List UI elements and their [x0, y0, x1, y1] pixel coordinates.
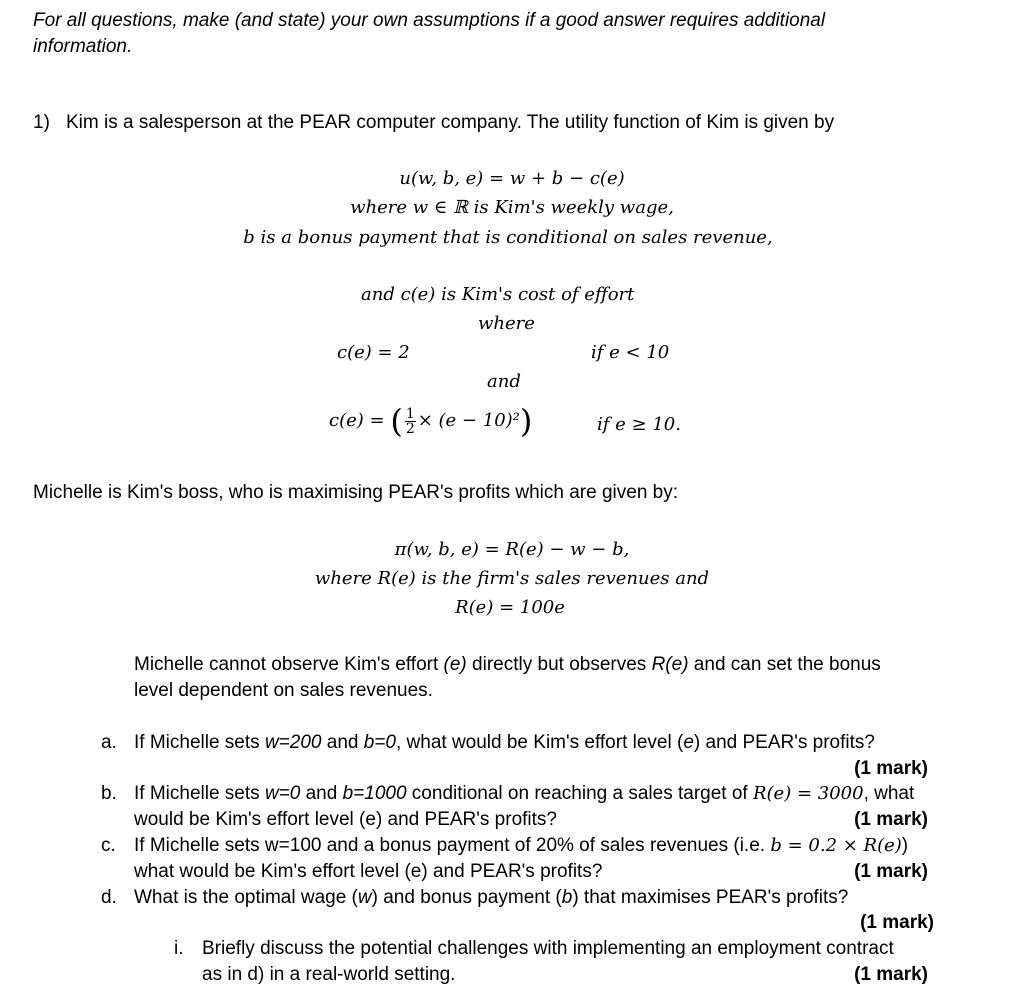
part-d-t1: What is the optimal wage (: [134, 887, 358, 908]
cost-low-condition: if e < 10: [591, 342, 670, 363]
part-a-mark: (1 mark): [854, 758, 928, 779]
part-a-t1: If Michelle sets: [134, 732, 265, 753]
part-b-target: R(e) = 3000: [752, 783, 864, 804]
part-b-t5: conditional on reaching a sales target of: [406, 783, 753, 804]
part-c-line-2: what would be Kim's effort level (e) and PEAR's profits?: [134, 861, 603, 882]
part-b-t7: , what: [863, 783, 915, 804]
utility-where-w: where w ∈ ℝ is Kim's weekly wage,: [350, 197, 674, 218]
part-d-t2: w: [357, 887, 372, 908]
part-d-t4: b: [561, 887, 573, 908]
part-c-label: c.: [101, 835, 116, 856]
revenue-formula: R(e) = 100e: [455, 597, 565, 618]
profit-formula: π(w, b, e) = R(e) − w − b,: [394, 539, 630, 560]
part-c-bonus-formula: b = 0.2 × R(e): [770, 835, 902, 856]
revenue-description: where R(e) is the firm's sales revenues and: [314, 568, 710, 589]
part-b-label: b.: [101, 783, 117, 804]
part-i-line-1: Briefly discuss the potential challenges with implementing an employment contract: [202, 938, 894, 959]
part-d-text: [134, 887, 848, 909]
part-a-t4: b=0: [363, 732, 396, 753]
observe-text-c: and can set the bonus: [688, 654, 881, 675]
part-b-line-2: would be Kim's effort level (e) and PEAR's profits?: [134, 809, 557, 830]
cost-of-effort-intro: and c(e) is Kim's cost of effort: [361, 284, 635, 305]
part-a-t7: ) and PEAR's profits?: [693, 732, 875, 753]
open-paren-icon: (: [390, 402, 403, 440]
question-number: 1): [33, 112, 50, 133]
cost-high-rest: × (e − 10)²: [417, 410, 520, 431]
part-c-text: [134, 835, 908, 857]
part-c-mark: (1 mark): [854, 861, 928, 882]
part-b-text: [134, 783, 914, 805]
part-d-t3: ) and bonus payment (: [371, 887, 562, 908]
part-b-t3: and: [300, 783, 343, 804]
part-b-t4: b=1000: [342, 783, 407, 804]
observe-text-a: Michelle cannot observe Kim's effort: [134, 654, 444, 675]
part-d-mark: (1 mark): [860, 912, 934, 933]
boss-description: Michelle is Kim's boss, who is maximising PEAR's profits which are given by:: [33, 482, 679, 503]
cost-high-formula: [329, 402, 533, 440]
observe-effort: (e): [443, 654, 467, 675]
part-a-t5: , what would be Kim's effort level (: [395, 732, 684, 753]
part-c-t1: If Michelle sets w=100 and a bonus payment of 20% of sales revenues (i.e.: [134, 835, 771, 856]
utility-where-b: b is a bonus payment that is conditional on sales revenue,: [243, 227, 773, 248]
intro-line-2: information.: [33, 36, 133, 57]
part-d-t5: ) that maximises PEAR's profits?: [572, 887, 849, 908]
part-b-t2: w=0: [264, 783, 301, 804]
part-a-label: a.: [101, 732, 117, 753]
fraction-denominator: 2: [405, 420, 415, 437]
question-stem: Kim is a salesperson at the PEAR computer company. The utility function of Kim is given by: [66, 112, 835, 133]
part-d-label: d.: [101, 887, 117, 908]
close-paren-icon: ): [519, 402, 533, 440]
part-b-mark: (1 mark): [854, 809, 928, 830]
utility-formula: u(w, b, e) = w + b − c(e): [399, 168, 625, 189]
fraction: [405, 407, 416, 436]
observe-line-1: [134, 654, 881, 676]
part-i-line-2: as in d) in a real-world setting.: [202, 964, 456, 985]
where-label: where: [478, 313, 535, 334]
part-a-text: [134, 732, 875, 754]
part-i-mark: (1 mark): [854, 964, 928, 985]
and-label: and: [487, 371, 521, 392]
part-c-t3: ): [901, 835, 909, 856]
cost-high-lhs: c(e) =: [329, 410, 385, 431]
observe-text-b: directly but observes: [466, 654, 652, 675]
cost-low-formula: c(e) = 2: [337, 342, 410, 363]
observe-line-2: level dependent on sales revenues.: [134, 680, 433, 701]
part-a-t2: w=200: [264, 732, 322, 753]
cost-high-condition: if e ≥ 10.: [597, 414, 681, 435]
fraction-numerator: 1: [405, 405, 415, 422]
part-a-t3: and: [321, 732, 364, 753]
observe-revenue: R(e): [651, 654, 689, 675]
part-a-t6: e: [683, 732, 694, 753]
intro-line-1: For all questions, make (and state) your own assumptions if a good answer requires additional: [33, 10, 826, 31]
part-i-label: i.: [174, 938, 184, 959]
part-b-t1: If Michelle sets: [134, 783, 265, 804]
